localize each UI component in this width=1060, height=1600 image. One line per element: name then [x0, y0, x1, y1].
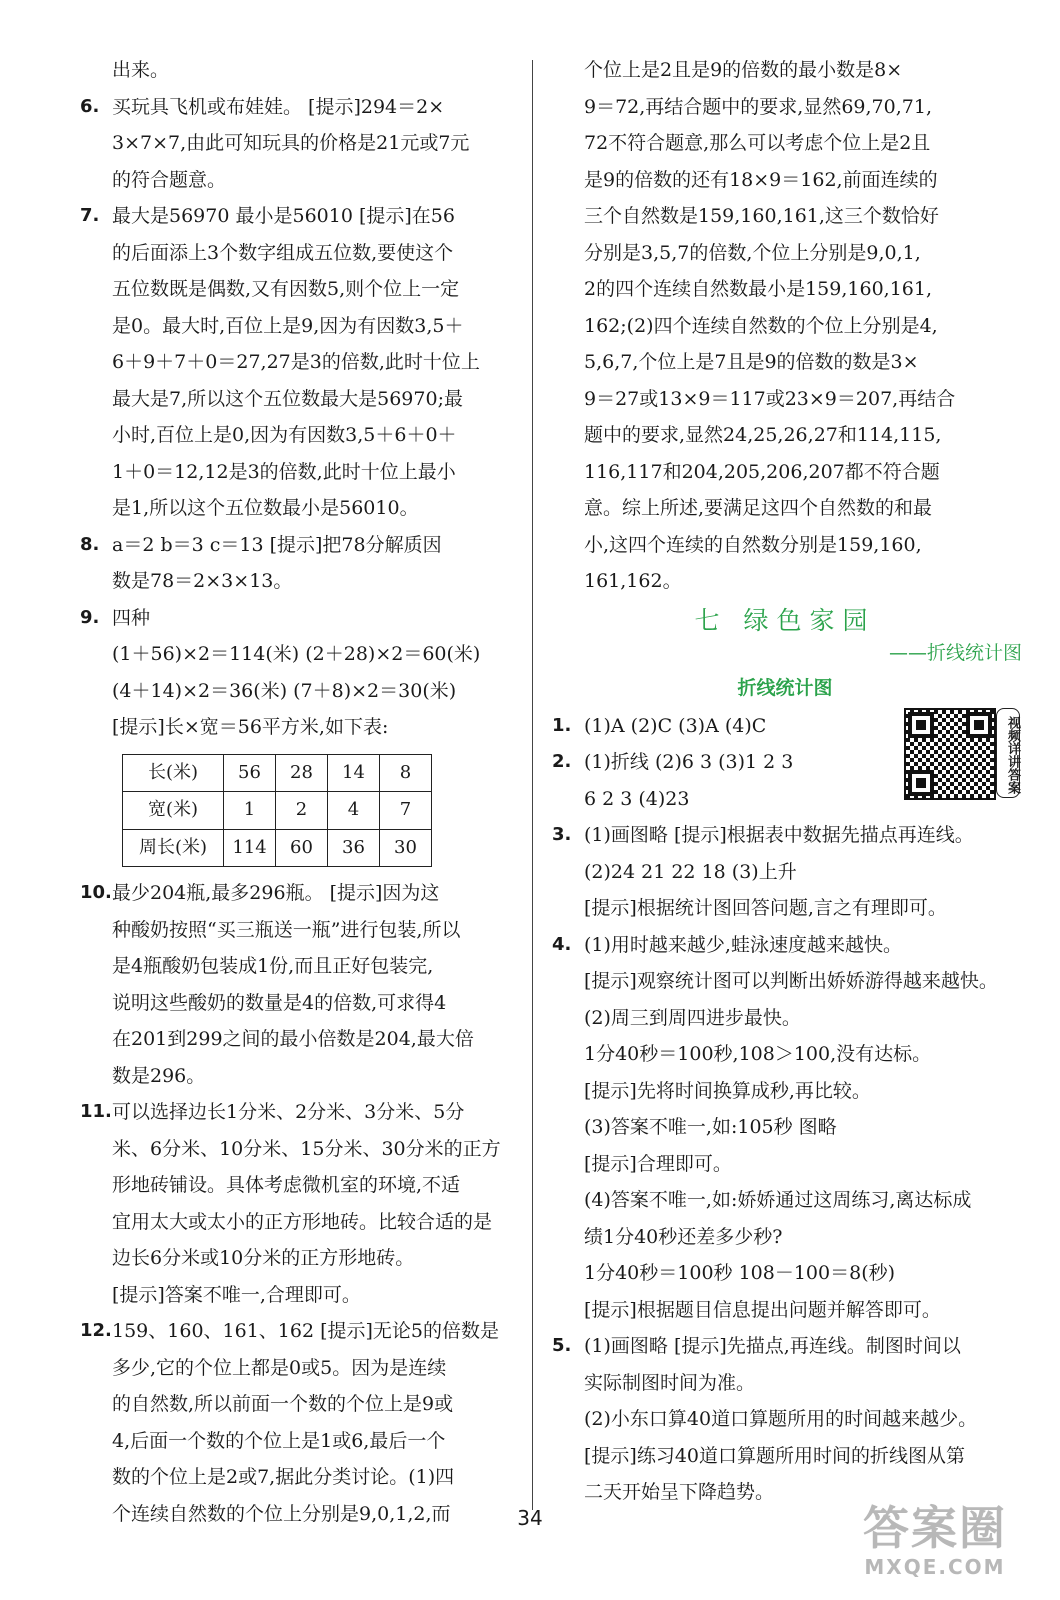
text-line: (1＋56)×2＝114(米) (2＋28)×2＝60(米) — [112, 643, 481, 665]
answer-4 — [548, 927, 1022, 1329]
text-line: 最大是56970 最小是56010 [提示]在56 — [112, 205, 455, 227]
text-line: 是9的倍数的还有18×9＝162,前面连续的 — [584, 168, 938, 191]
text-line: [提示]根据题目信息提出问题并解答即可。 — [584, 1298, 941, 1321]
question-number: 6. — [80, 95, 100, 117]
text-line: (2)周三到周四进步最快。 — [584, 1006, 801, 1029]
text-line: [提示]合理即可。 — [584, 1152, 732, 1175]
text-line: 二天开始呈下降趋势。 — [584, 1481, 775, 1503]
table-cell: 114 — [224, 829, 276, 867]
answer-continued — [76, 52, 516, 89]
text-line: (1)画图略 [提示]根据表中数据先描点再连线。 — [584, 824, 974, 846]
column-divider — [532, 60, 533, 1510]
text-line: 出来。 — [112, 59, 170, 81]
table-cell: 14 — [328, 754, 380, 792]
text-line: 意。综上所述,要满足这四个自然数的和最 — [584, 497, 933, 519]
table-cell: 7 — [380, 792, 432, 830]
right-column — [548, 52, 1022, 1511]
text-line: 162;(2)四个连续自然数的个位上分别是4, — [584, 314, 938, 337]
text-line: 是0。最大时,百位上是9,因为有因数3,5＋ — [112, 314, 464, 337]
section-subtitle: ——折线统计图 — [888, 641, 1022, 664]
table-cell: 8 — [380, 754, 432, 792]
text-line: [提示]根据统计图回答问题,言之有理即可。 — [584, 897, 947, 919]
question-number: 7. — [80, 205, 100, 226]
text-line: 宜用太大或太小的正方形地砖。比较合适的是 — [112, 1210, 493, 1233]
answer-10 — [76, 875, 516, 1094]
text-line: 数是296。 — [112, 1064, 206, 1087]
text-line: 3×7×7,由此可知玩具的价格是21元或7元 — [112, 132, 470, 154]
question-number: 1. — [552, 714, 572, 736]
text-line: 的自然数,所以前面一个数的个位上是9或 — [112, 1393, 454, 1415]
text-line: [提示]观察统计图可以判断出娇娇游得越来越快。 — [584, 970, 998, 992]
text-line: 2的四个连续自然数最小是159,160,161, — [584, 278, 933, 300]
text-line: (1)A (2)C (3)A (4)C — [584, 714, 767, 737]
text-line: [提示]答案不唯一,合理即可。 — [112, 1283, 361, 1306]
text-line: 1分40秒＝100秒 108－100＝8(秒) — [584, 1262, 896, 1284]
text-line: 可以选择边长1分米、2分米、3分米、5分 — [112, 1101, 465, 1123]
table-cell: 60 — [276, 829, 328, 867]
table-cell: 56 — [224, 754, 276, 792]
text-line: 绩1分40秒还差多少秒? — [584, 1225, 783, 1248]
text-line: (2)24 21 22 18 (3)上升 — [584, 860, 797, 883]
text-line: 的后面添上3个数字组成五位数,要使这个 — [112, 241, 454, 264]
text-line: 9＝27或13×9＝117或23×9＝207,再结合 — [584, 387, 956, 410]
text-line: (4)答案不唯一,如:娇娇通过这周练习,离达标成 — [584, 1189, 972, 1211]
text-line: 五位数既是偶数,又有因数5,则个位上一定 — [112, 278, 460, 300]
watermark-logo — [830, 1500, 1040, 1582]
table-cell: 2 — [276, 792, 328, 830]
text-line: 个位上是2且是9的倍数的最小数是8× — [584, 59, 903, 81]
answer-6 — [76, 89, 516, 199]
text-line: 1＋0＝12,12是3的倍数,此时十位上最小 — [112, 460, 456, 483]
answer-12 — [76, 1313, 516, 1532]
text-line: [提示]先将时间换算成秒,再比较。 — [584, 1079, 871, 1102]
text-line: 数的个位上是2或7,据此分类讨论。(1)四 — [112, 1466, 455, 1488]
text-line: (1)折线 (2)6 3 (3)1 2 3 — [584, 751, 794, 773]
text-line: 四种 — [112, 606, 151, 629]
question-number: 4. — [552, 933, 572, 955]
text-line: 9＝72,再结合题中的要求,显然69,70,71, — [584, 95, 932, 118]
text-line: 小,这四个连续的自然数分别是159,160, — [584, 533, 922, 556]
text-line: 边长6分米或10分米的正方形地砖。 — [112, 1247, 415, 1269]
text-line: 题中的要求,显然24,25,26,27和114,115, — [584, 424, 942, 446]
text-line: 159、160、161、162 [提示]无论5的倍数是 — [112, 1320, 500, 1342]
text-line: 最大是7,所以这个五位数最大是56970;最 — [112, 387, 463, 410]
table-cell: 36 — [328, 829, 380, 867]
text-line: 5,6,7,个位上是7且是9的倍数的数是3× — [584, 351, 919, 373]
text-line: 4,后面一个数的个位上是1或6,最后一个 — [112, 1429, 446, 1452]
answer-8 — [76, 527, 516, 600]
text-line: 米、6分米、10分米、15分米、30分米的正方 — [112, 1137, 501, 1160]
text-line: 形地砖铺设。具体考虑微机室的环境,不适 — [112, 1174, 461, 1196]
question-number: 3. — [552, 824, 572, 845]
table-cell: 4 — [328, 792, 380, 830]
table-row — [123, 754, 432, 792]
text-line: 1分40秒＝100秒,108＞100,没有达标。 — [584, 1043, 932, 1065]
text-line: 是4瓶酸奶包装成1份,而且正好包装完, — [112, 955, 434, 977]
text-line: 分别是3,5,7的倍数,个位上分别是9,0,1, — [584, 241, 921, 264]
table-cell: 28 — [276, 754, 328, 792]
text-line: 三个自然数是159,160,161,这三个数恰好 — [584, 205, 939, 227]
text-line: 买玩具飞机或布娃娃。 [提示]294＝2× — [112, 95, 445, 118]
subsection-title: 折线统计图 — [737, 676, 833, 699]
answer-5 — [548, 1328, 1022, 1511]
page-number: 34 — [517, 1506, 543, 1530]
answer-12-continued — [548, 52, 1022, 600]
text-line: 在201到299之间的最小倍数是204,最大倍 — [112, 1028, 474, 1050]
row-header: 长(米) — [123, 754, 224, 792]
dimensions-table — [122, 754, 432, 868]
text-line: 说明这些酸奶的数量是4的倍数,可求得4 — [112, 991, 447, 1014]
table-row — [123, 792, 432, 830]
text-line: 多少,它的个位上都是0或5。因为是连续 — [112, 1356, 447, 1379]
text-line: 6＋9＋7＋0＝27,27是3的倍数,此时十位上 — [112, 351, 480, 373]
text-line: 6 2 3 (4)23 — [584, 787, 690, 810]
answer-9 — [76, 600, 516, 868]
text-line: 116,117和204,205,206,207都不符合题 — [584, 460, 940, 483]
table-cell: 30 — [380, 829, 432, 867]
qr-label: 视频详讲答案 — [996, 708, 1020, 798]
text-line: (1)画图略 [提示]先描点,再连线。制图时间以 — [584, 1335, 961, 1357]
answer-11 — [76, 1094, 516, 1313]
answer-2 — [548, 744, 1022, 817]
text-line: (4＋14)×2＝36(米) (7＋8)×2＝30(米) — [112, 679, 457, 702]
text-line: 72不符合题意,那么可以考虑个位上是2且 — [584, 132, 931, 154]
question-number: 9. — [80, 606, 100, 628]
text-line: [提示]长×宽＝56平方米,如下表: — [112, 716, 389, 738]
text-line: a＝2 b＝3 c＝13 [提示]把78分解质因 — [112, 533, 442, 556]
row-header: 周长(米) — [123, 829, 224, 867]
question-number: 5. — [552, 1335, 572, 1356]
text-line: [提示]练习40道口算题所用时间的折线图从第 — [584, 1444, 966, 1467]
question-number: 2. — [552, 751, 572, 772]
answer-1 — [548, 708, 1022, 745]
question-number: 8. — [80, 533, 100, 555]
left-column — [76, 52, 516, 1532]
question-number: 12. — [80, 1320, 112, 1341]
text-line: 数是78＝2×3×13。 — [112, 570, 293, 592]
watermark-domain: MXQE.COM — [864, 1555, 1006, 1579]
answers-block — [548, 708, 1022, 1511]
text-line: 个连续自然数的个位上分别是9,0,1,2,而 — [112, 1502, 451, 1525]
text-line: 种酸奶按照“买三瓶送一瓶”进行包装,所以 — [112, 918, 461, 941]
question-number: 11. — [80, 1101, 112, 1122]
table-row — [123, 829, 432, 867]
table-cell: 1 — [224, 792, 276, 830]
answer-7 — [76, 198, 516, 527]
text-line: 实际制图时间为准。 — [584, 1371, 756, 1394]
answer-3 — [548, 817, 1022, 927]
row-header: 宽(米) — [123, 792, 224, 830]
section-title: 七 绿色家园 — [694, 605, 876, 635]
text-line: (3)答案不唯一,如:105秒 图略 — [584, 1116, 837, 1138]
question-number: 10. — [80, 882, 112, 903]
text-line: (2)小东口算40道口算题所用的时间越来越少。 — [584, 1408, 978, 1430]
watermark-text: 答案圈 — [863, 1501, 1007, 1555]
text-line: 的符合题意。 — [112, 168, 227, 191]
text-line: 161,162。 — [584, 570, 682, 592]
text-line: 最少204瓶,最多296瓶。 [提示]因为这 — [112, 882, 440, 904]
text-line: (1)用时越来越少,蛙泳速度越来越快。 — [584, 933, 902, 956]
text-line: 小时,百位上是0,因为有因数3,5＋6＋0＋ — [112, 424, 457, 446]
text-line: 是1,所以这个五位数最小是56010。 — [112, 497, 419, 519]
